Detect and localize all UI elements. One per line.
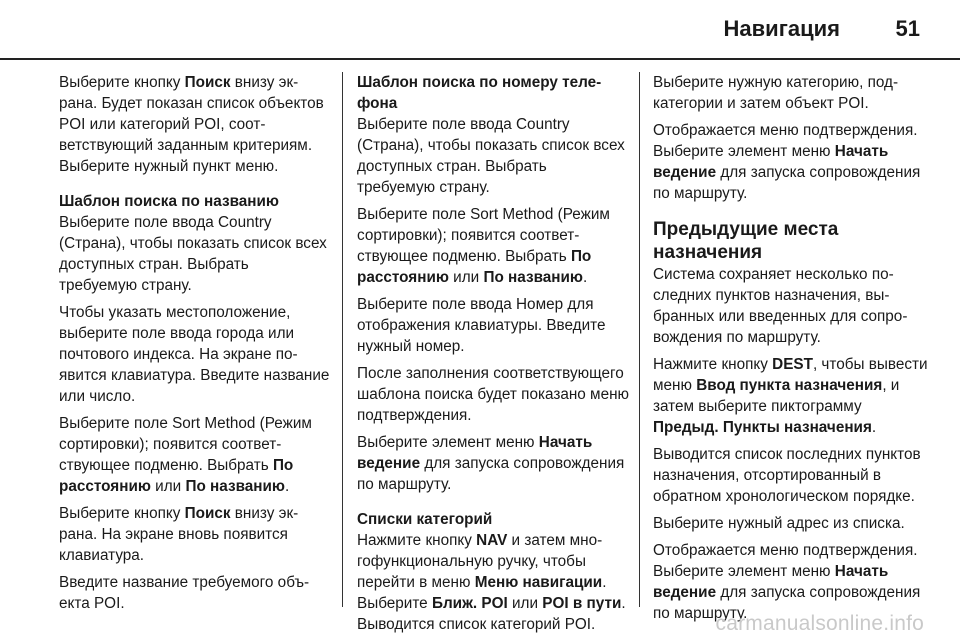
menu-name: Меню навигации — [474, 574, 603, 591]
menu-option: По расстоянию — [357, 248, 592, 286]
menu-option: По расстоянию — [59, 457, 294, 495]
column-divider-2 — [639, 72, 640, 607]
header-divider — [0, 58, 960, 60]
paragraph: Нажмите кнопку NAV и затем многофункциональную ручку, чтобы перейти в меню Меню навигации. Выберите Ближ. POI или POI в пути. Выводится список категорий POI. — [357, 532, 626, 633]
button-name: DEST — [772, 356, 813, 373]
menu-option: Начать ведение — [653, 143, 889, 181]
paragraph: Выберите поле Sort Method (Режим сортировки); появится соответствующее подменю. Выбрать По расстоянию или По названию. — [357, 206, 610, 286]
paragraph: Выберите кнопку Поиск внизу экрана. Будет показан список объектов POI или категорий POI, соответствующий заданным критериям. Выберите нужный пункт меню. — [59, 74, 324, 175]
section-subheading: Шаблон поиска по названию — [59, 193, 279, 210]
column-divider-1 — [342, 72, 343, 607]
menu-option: По названию — [185, 478, 285, 495]
paragraph: Введите название требуемого объекта POI. — [59, 574, 310, 612]
button-name: Поиск — [184, 505, 231, 522]
paragraph: Система сохраняет несколько последних пунктов назначения, выбранных или введенных для сопровождения по маршруту. — [653, 266, 908, 346]
menu-option: По названию — [483, 269, 583, 286]
paragraph: После заполнения соответствующего шаблона поиска будет показано меню подтверждения. — [357, 365, 630, 424]
text-column-3 — [653, 72, 931, 630]
text-column-2 — [357, 72, 629, 641]
paragraph: Нажмите кнопку DEST, чтобы вывести меню Ввод пункта назначения, и затем выберите пиктограмму Предыд. Пункты назначения. — [653, 356, 928, 436]
menu-option: Ближ. POI — [431, 595, 508, 612]
button-name: NAV — [476, 532, 508, 549]
page-header — [0, 0, 960, 64]
paragraph: Отображается меню подтверждения. Выберите элемент меню Начать ведение для запуска сопровождения по маршруту. — [653, 542, 921, 622]
paragraph: Выберите поле ввода Номер для отображения клавиатуры. Введите нужный номер. — [357, 296, 606, 355]
paragraph: Выберите поле ввода Country (Страна), чтобы показать список всех доступных стран. Выбрать требуемую страну. — [59, 214, 327, 294]
section-subheading: Списки категорий — [357, 511, 493, 528]
paragraph: Выберите поле ввода Country (Страна), чтобы показать список всех доступных стран. Выбрать требуемую страну. — [357, 116, 625, 196]
watermark: carmanualsonline.info — [715, 612, 924, 635]
section-heading: Предыдущие места назначения — [653, 219, 839, 263]
paragraph: Отображается меню подтверждения. Выберите элемент меню Начать ведение для запуска сопровождения по маршруту. — [653, 122, 921, 202]
menu-option: Предыд. Пункты назначения — [653, 419, 872, 436]
paragraph: Выберите нужный адрес из списка. — [653, 515, 905, 532]
paragraph: Выберите поле Sort Method (Режим сортировки); появится соответствующее подменю. Выбрать По расстоянию или По названию. — [59, 415, 312, 495]
button-name: Поиск — [184, 74, 231, 91]
paragraph: Выберите кнопку Поиск внизу экрана. На экране вновь появится клавиатура. — [59, 505, 299, 564]
paragraph: Чтобы указать местоположение, выберите поле ввода города или почтового индекса. На экране появится клавиатура. Введите название или число. — [59, 304, 330, 405]
menu-option: Начать ведение — [653, 563, 889, 601]
text-column-1 — [59, 72, 331, 620]
paragraph: Выводится список последних пунктов назначения, отсортированный в обратном хронологическом порядке. — [653, 446, 921, 505]
paragraph: Выберите элемент меню Начать ведение для запуска сопровождения по маршруту. — [357, 434, 625, 493]
menu-name: Ввод пункта назначения — [696, 377, 883, 394]
paragraph: Выберите нужную категорию, подкатегории и затем объект POI. — [653, 74, 899, 112]
section-subheading: Шаблон поиска по номеру телефона — [357, 74, 602, 112]
menu-option: Начать ведение — [357, 434, 593, 472]
page-number: 51 — [895, 16, 920, 41]
menu-option: POI в пути — [542, 595, 622, 612]
page-title: Навигация — [723, 16, 840, 41]
